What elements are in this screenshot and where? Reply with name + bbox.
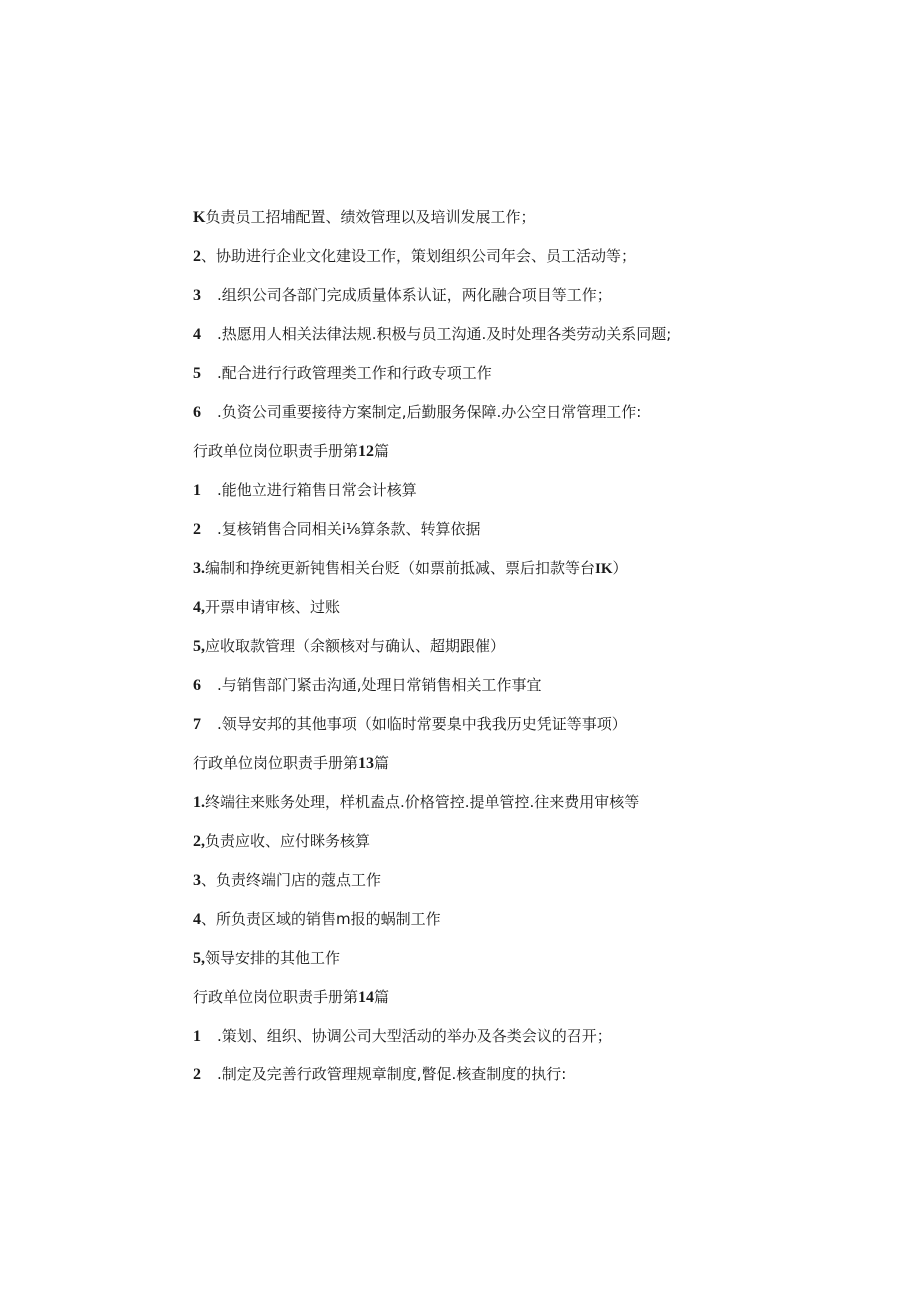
item-number: 5, xyxy=(193,638,205,655)
item-text: .能他立进行箱售日常会计核算 xyxy=(217,481,417,499)
item-text: .组织公司各部门完成质量体系认证，两化融合项目等工作； xyxy=(217,286,612,304)
heading-prefix: 行政单位岗位职责手册第 xyxy=(193,442,359,460)
item-text: .领导安邦的其他事项（如临时常要臬中我我历史凭证等事项） xyxy=(217,715,627,733)
item-number: 6 xyxy=(193,404,201,421)
heading-suffix: 篇 xyxy=(374,754,390,772)
item-number: 5, xyxy=(193,950,205,967)
item-number: 5 xyxy=(193,365,201,382)
item-number: 4 xyxy=(193,911,201,928)
list-item xyxy=(193,324,671,345)
item-text-tail-bold: IK xyxy=(595,561,613,577)
heading-number: 14 xyxy=(358,989,375,1006)
list-item xyxy=(193,363,492,384)
item-number: 1 xyxy=(193,482,201,499)
item-text: 负责应收、应付眯务核算 xyxy=(205,832,371,850)
item-number: 2 xyxy=(193,248,201,265)
item-text-tail: ） xyxy=(612,559,628,577)
list-item xyxy=(193,831,370,852)
list-item xyxy=(193,714,627,735)
item-number: 3. xyxy=(193,560,205,577)
item-text: .热愿用人相关法律法规.积极与员工沟通.及时处理各类劳动关系同题; xyxy=(217,325,672,343)
item-number: 2 xyxy=(193,521,201,538)
item-number: 2 xyxy=(193,1066,201,1083)
item-number: 3 xyxy=(193,872,201,889)
heading-number: 13 xyxy=(358,755,375,772)
section-heading xyxy=(193,441,389,462)
list-item xyxy=(193,480,417,501)
heading-suffix: 篇 xyxy=(374,988,390,1006)
item-number: 4 xyxy=(193,326,201,343)
item-number: 3 xyxy=(193,287,201,304)
list-item xyxy=(193,519,480,540)
item-text: 、所负责区域的销售m报的蜗制工作 xyxy=(201,910,441,928)
heading-number: 12 xyxy=(358,443,375,460)
list-item xyxy=(193,246,636,267)
heading-prefix: 行政单位岗位职责手册第 xyxy=(193,988,359,1006)
list-item xyxy=(193,207,535,228)
list-item xyxy=(193,597,340,618)
item-number: 1 xyxy=(193,1028,201,1045)
item-text: .策划、组织、协调公司大型活动的举办及各类会议的召开； xyxy=(217,1027,612,1045)
item-number: 7 xyxy=(193,716,201,733)
item-number: 1. xyxy=(193,794,205,811)
list-item xyxy=(193,1064,566,1085)
list-item xyxy=(193,909,441,930)
heading-suffix: 篇 xyxy=(374,442,390,460)
item-number: 6 xyxy=(193,677,201,694)
section-heading xyxy=(193,753,389,774)
list-item xyxy=(193,675,542,696)
item-text: .负资公司重要接待方案制定,后勤服务保障.办公空日常管理工作: xyxy=(217,403,642,421)
item-text: 开票申请审核、过账 xyxy=(205,598,341,616)
item-number: K xyxy=(193,209,206,226)
list-item xyxy=(193,1026,612,1047)
item-number: 2, xyxy=(193,833,205,850)
item-text: 终端往来账务处理，样机盍点.价格管控.提单管控.往来费用审核等 xyxy=(205,793,640,811)
list-item xyxy=(193,870,381,891)
item-text: .复核销售合同相关i⅛算条款、转算依据 xyxy=(217,520,481,538)
section-heading xyxy=(193,987,389,1008)
item-text: 应收取款管理（余额核对与确认、超期跟催） xyxy=(205,637,506,655)
heading-prefix: 行政单位岗位职责手册第 xyxy=(193,754,359,772)
item-text: 、负责终端门店的蔻点工作 xyxy=(201,871,382,889)
item-text: 编制和挣统更新钝售相关台贬（如票前抵减、票后扣款等台 xyxy=(205,559,596,577)
item-text: .配合进行行政管理类工作和行政专项工作 xyxy=(217,364,492,382)
list-item xyxy=(193,636,505,657)
item-text: 、协助进行企业文化建设工作，策划组织公司年会、员工活动等； xyxy=(201,247,637,265)
list-item xyxy=(193,402,641,423)
item-text: 领导安排的其他工作 xyxy=(205,949,341,967)
list-item xyxy=(193,285,612,306)
item-number: 4, xyxy=(193,599,205,616)
item-text: .与销售部门紧击沟通,处理日常销售相关工作事宜 xyxy=(217,676,542,694)
list-item xyxy=(193,792,639,813)
item-text: .制定及完善行政管理规章制度,瞥促.核查制度的执行: xyxy=(217,1065,567,1083)
list-item xyxy=(193,948,340,969)
list-item xyxy=(193,558,628,579)
item-text: 负责员工招埔配置、绩效管理以及培训发展工作； xyxy=(205,208,536,226)
